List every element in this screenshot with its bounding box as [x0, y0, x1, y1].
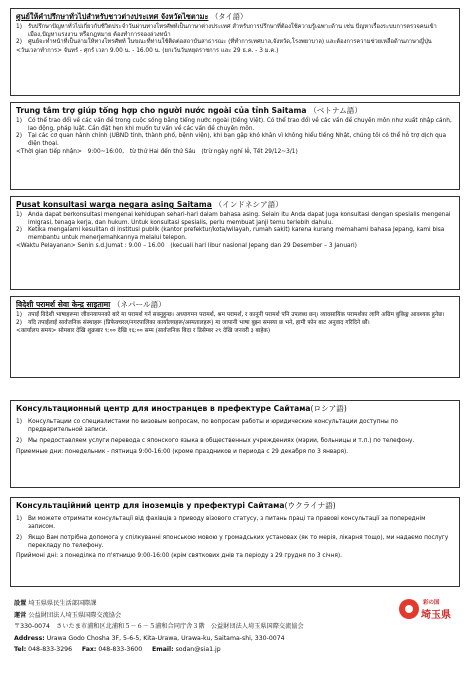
item-list — [16, 24, 454, 47]
hours-note: <วันเวลาทำการ> จันทร์ - ศุกร์ เวลา 9.00 น. - 16.00 น. (ยกเว้นวันหยุดราชการ และ 29 ธ.ค. - 3 ม.ค.) — [16, 47, 279, 54]
logo-small-text: 彩の国 — [423, 600, 440, 606]
section-nepali — [10, 296, 460, 378]
language-label: （ネパール語） — [112, 300, 166, 309]
address-label: Address: — [14, 634, 45, 642]
item-number: 1) — [16, 118, 22, 124]
item-list — [16, 419, 454, 446]
address-en-line — [14, 633, 454, 645]
item-list — [16, 212, 454, 242]
language-label: (ロシア語) — [310, 404, 347, 413]
section-title — [16, 404, 454, 414]
list-item — [16, 516, 454, 531]
operated-by — [14, 610, 454, 622]
item-text: Ketika mengalami kesulitan di institusi publik (kantor prefektur/kota/wilayah, rumah sakit) karena kurang memahami bahasa Jepang, kami bisa membantu untuk menerjemahkannya melalui telepon. — [28, 227, 445, 241]
logo-mark-icon — [399, 599, 419, 619]
item-text: यदि तपाईंलाई सार्वजनिक संस्थाहरू (प्रिफेक्चरल/नगरपालिका कार्यालयहरू/अस्पतालहरू) मा जापानी भाषा बुझ्न समस्या छ भने, हामी फोन बाट अनुवाद गरिदिने छौं। — [28, 319, 370, 326]
section-title — [16, 12, 454, 22]
list-item — [16, 133, 454, 148]
list-item — [16, 438, 454, 446]
section-title-text: Pusat konsultasi warga negara asing Saitama — [16, 200, 212, 209]
section-title-text: ศูนย์ให้คำปรึกษาทั่วไปสำหรับชาวต่างประเทศ จังหวัดไซตามะ — [16, 12, 209, 21]
item-text: Tại các cơ quan hành chính (UBND tỉnh, thành phố, bệnh viện), khi bạn gặp khó khăn vì không hiểu tiếng Nhật, chúng tôi có thể hỗ trợ dịch qua điện thoại. — [28, 133, 447, 147]
section-vietnamese — [10, 102, 460, 190]
tel-label: Tel: — [14, 646, 27, 653]
section-title — [16, 200, 454, 210]
item-text: ศูนย์จะทำหน้าที่เป็นล่ามให้ทางโทรศัพท์ ในขณะที่ท่านใช้ติดต่อสถาบันสาธารณะ (ที่ทำการเทศบาล,จังหวัด,โรงพยาบาล) และต้องการความช่วยเหลือด้านภาษาญี่ปุ่น — [28, 39, 432, 46]
logo-big-text: 埼玉県 — [421, 610, 451, 621]
item-number: 2) — [16, 39, 22, 46]
section-title-text: Консультаційний центр для іноземців у префектурі Сайтама — [16, 501, 285, 510]
item-text: Консультации со специалистами по визовым вопросам, по вопросам работы и юридические консультации доступны по предварительной записи. — [28, 419, 398, 433]
section-indonesian — [10, 196, 460, 290]
section-title — [16, 300, 454, 310]
section-title-text: Консультационный центр для иностранцев в префектуре Сайтама — [16, 404, 311, 413]
fax-label: Fax: — [81, 646, 97, 653]
section-ukrainian — [10, 497, 460, 587]
language-label: （タイ語） — [210, 12, 248, 21]
list-item — [16, 118, 454, 133]
saitama-logo — [399, 596, 461, 624]
list-item — [16, 419, 454, 434]
hours-note: <Thời gian tiếp nhận> 9:00~16:00, từ thứ Hai đến thứ Sáu (trừ ngày nghỉ lễ, Tết 29/12~3/1) — [16, 149, 298, 156]
item-number: 1) — [16, 212, 22, 218]
section-russian — [10, 400, 460, 488]
item-text: รับปรึกษาปัญหาทั่วไปเกี่ยวกับชีวิตประจำวันผ่านทางโทรศัพท์เป็นภาษาต่างประเทศ สำหรับการปรึกษาที่ต้องใช้ความรู้เฉพาะด้าน เช่น ปัญหาเรื่องระบบการตรวจคนเข้าเมือง,ปัญหาแรงงาน หรือกฎหมาย ต้องทำการจองล่วงหน้า — [28, 24, 437, 38]
email-label: Email: — [152, 646, 174, 653]
contact-footer — [14, 598, 454, 656]
item-number: 1) — [16, 516, 22, 522]
item-text: Мы предоставляем услуги перевода с японского языка в общественных учреждениях (мэрии, больницы и т.п.) по телефону. — [28, 438, 415, 445]
item-list — [16, 118, 454, 148]
language-label: （インドネシア語） — [214, 200, 283, 209]
operated-value: 公益財団法人埼玉県国際交流協会 — [28, 611, 122, 619]
section-thai — [10, 8, 460, 96]
hours-note: Приемные дни: понедельник - пятница 9:00-16:00 (кроме праздников и периода с 29 декабря по 3 января). — [16, 448, 349, 455]
item-number: 2) — [16, 133, 22, 140]
section-title — [16, 106, 454, 116]
item-text: Có thể trao đổi về các vấn đề trong cuộc sống bằng tiếng nước ngoài (tiếng Việt). Có thể trao đổi về các vấn đề chuyên môn như xuất nhập cảnh, lao động, pháp luật. Cần đặt hẹn khi muốn tư vấn về các vấn đề chuyên môn. — [28, 118, 452, 132]
established-label: 設置 — [14, 600, 27, 607]
list-item — [16, 535, 454, 550]
item-number: 2) — [16, 438, 22, 445]
list-item — [16, 39, 454, 47]
item-text: Ви можете отримати консультації від фахівців з приводу візового статусу, з питань праці та правові консультації за попереднім записом. — [28, 516, 426, 530]
hours-note: <कार्यालय समय> सोमबार देखि शुक्रबार ९:०० देखि १६:०० सम्म (सार्वजनिक बिदा र डिसेम्बर २९ देखि जनवरी ३ बाहेक) — [16, 328, 271, 335]
list-item — [16, 24, 454, 39]
item-text: Anda dapat berkonsultasi mengenai kehidupan sehari-hari dalam bahasa asing. Selain itu Anda dapat juga konsultasi dengan spesialis mengenai imigrasi, tenaga kerja, dan hukum. Untuk konsultasi spesialis, perlu membuat janji temu terlebih dahulu. — [28, 212, 451, 226]
item-list — [16, 516, 454, 550]
item-number: 2) — [16, 535, 22, 542]
hours-note: <Waktu Pelayanan> Senin s.d.Jumat : 9.00 – 16.00 (kecuali hari libur nasional Jepang dan 29 Desember – 3 Januari) — [16, 243, 357, 250]
established-by — [14, 598, 454, 610]
item-text: Якщо Вам потрібна допомога у спілкуванні японською мовою у громадських установах (як то мерія, лікарня тощо), ми надаємо послугу перекладу по телефону. — [28, 535, 449, 549]
contact-line — [14, 644, 454, 656]
item-list — [16, 312, 454, 327]
item-text: तपाईं विदेशी भाषाहरूमा जीवनयापनको बारे मा परामर्श गर्न सक्नुहुन्छ। अध्यागमन परामर्श, श्रम परामर्श, र कानूनी परामर्श पनि उपलब्ध छन्। व्यावसायिक परामर्शका लागि अग्रिम बुकिङ्ग आवश्यक हुनेछ। — [28, 312, 445, 318]
section-title-text: विदेशी परामर्श सेवा केन्द्र साइतामा — [16, 300, 111, 309]
list-item — [16, 212, 454, 227]
item-number: 1) — [16, 24, 22, 30]
list-item — [16, 227, 454, 242]
hours-note: Приймоні дні: з понеділка по п'ятницю 9:00-16:00 (крім святкових днів та періоду з 29 грудня по 3 січня). — [16, 553, 342, 560]
item-number: 1) — [16, 419, 22, 425]
item-number: 2) — [16, 319, 22, 326]
email-link[interactable]: sodan@sia1.jp — [175, 646, 221, 653]
item-number: 2) — [16, 227, 22, 234]
address-en: Urawa Godo Chosha 3F, 5-6-5, Kita-Urawa, Urawa-ku, Saitama-shi, 330-0074 — [46, 634, 285, 642]
tel-value[interactable]: 048-833-3296 — [28, 646, 73, 653]
section-title-text: Trung tâm trợ giúp tổng hợp cho người nước ngoài của tỉnh Saitama — [16, 106, 307, 115]
list-item — [16, 320, 454, 328]
section-title — [16, 501, 454, 511]
item-number: 1) — [16, 312, 22, 318]
language-label: （ベトナム語） — [309, 106, 362, 115]
operated-label: 運営 — [14, 611, 27, 619]
address-jp: 〒330-0074 さいたま市浦和区北浦和５－６－５浦和合同庁舎３階 公益財団法人埼玉県国際交流協会 — [14, 623, 304, 630]
list-item — [16, 312, 454, 320]
established-value: 埼玉県県民生活部国際課 — [28, 600, 97, 607]
fax-value: 048-833-3600 — [98, 646, 143, 653]
language-label: (ウクライナ語) — [284, 501, 336, 510]
